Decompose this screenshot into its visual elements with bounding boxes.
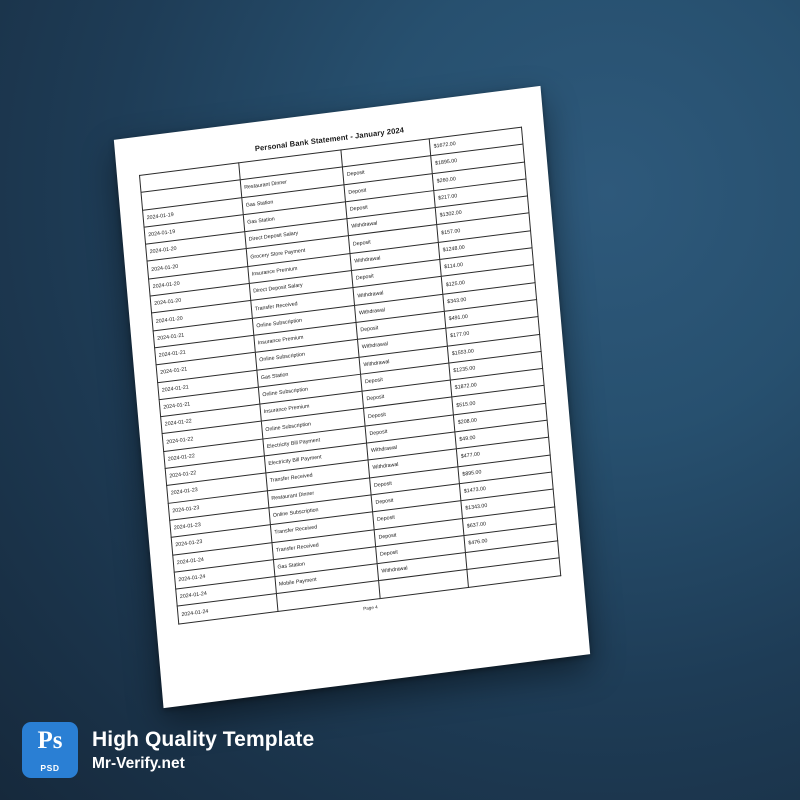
- cell-text: Withdrawal: [370, 444, 398, 455]
- cell-text: Withdrawal: [363, 358, 390, 369]
- cell-text: Deposit: [369, 428, 388, 437]
- cell-text: Deposit: [355, 273, 375, 282]
- transactions-table: [139, 127, 561, 625]
- cell-text: $208.00: [457, 417, 478, 426]
- cell-text: 2024-01-24: [178, 573, 206, 584]
- cell-text: Deposit: [378, 532, 397, 541]
- cell-text: $1248.00: [442, 244, 465, 254]
- cell-text: 2024-01-21: [158, 349, 186, 359]
- cell-text: Electricity Bill Payment: [266, 437, 321, 450]
- cell-text: Transfer Received: [254, 300, 298, 312]
- cell-text: [471, 567, 556, 578]
- cell-text: 2024-01-22: [169, 470, 197, 480]
- cell-text: $1473.00: [463, 486, 487, 495]
- transactions-table-body: [140, 127, 561, 624]
- cell-text: $125.00: [445, 279, 466, 288]
- cell-text: $1672.00: [433, 141, 456, 150]
- cell-text: Withdrawal: [357, 289, 384, 300]
- cell-text: $895.00: [462, 469, 482, 478]
- cell-text: Withdrawal: [381, 565, 408, 575]
- cell-text: Withdrawal: [351, 220, 378, 231]
- cell-text: Deposit: [366, 394, 385, 403]
- template-badge: [22, 722, 314, 778]
- cell-text: Deposit: [379, 549, 399, 558]
- cell-text: Deposit: [346, 170, 365, 179]
- cell-text: Deposit: [367, 411, 387, 420]
- cell-text: 2024-01-21: [160, 366, 188, 377]
- cell-text: 2024-01-24: [181, 608, 209, 618]
- cell-text: Withdrawal: [361, 341, 389, 351]
- cell-text: 2024-01-21: [157, 332, 185, 342]
- cell-text: Restaurant Dinner: [271, 490, 315, 502]
- cell-text: Gas Station: [245, 199, 274, 209]
- cell-text: $1343.00: [465, 503, 488, 513]
- cell-text: [383, 579, 464, 589]
- cell-text: Mobile Payment: [278, 577, 317, 588]
- cell-text: Deposit: [360, 325, 379, 334]
- cell-text: 2024-01-23: [170, 487, 199, 497]
- cell-text: $1553.00: [451, 348, 475, 357]
- photoshop-icon: [22, 722, 78, 778]
- cell-text: $177.00: [450, 331, 470, 340]
- cell-text: Deposit: [375, 497, 394, 506]
- cell-text: Online Subscription: [256, 317, 303, 330]
- badge-subtitle: Mr-Verify.net: [92, 754, 185, 772]
- cell-text: 2024-01-21: [163, 401, 191, 411]
- cell-text: $114.00: [444, 262, 464, 271]
- cell-text: $1302.00: [439, 210, 462, 219]
- cell-text: $1235.00: [453, 365, 476, 375]
- cell-text: Direct Deposit Salary: [248, 230, 299, 244]
- cell-text: Deposit: [352, 239, 372, 248]
- document-preview: [114, 86, 590, 708]
- cell-text: 2024-01-21: [161, 384, 190, 394]
- cell-text: 2024-01-24: [176, 556, 205, 566]
- cell-text: $477.00: [460, 451, 481, 461]
- cell-text: Transfer Received: [274, 524, 318, 537]
- page-number: Page 4: [362, 604, 378, 611]
- cell-text: Online Subscription: [259, 351, 306, 364]
- statement-page: [114, 86, 590, 708]
- cell-text: 2024-01-20: [149, 246, 177, 256]
- cell-text: Insurance Premium: [257, 334, 304, 347]
- cell-text: Transfer Received: [275, 542, 319, 554]
- cell-text: $1872.00: [454, 382, 478, 392]
- cell-text: $217.00: [438, 193, 458, 202]
- badge-title: High Quality Template: [92, 728, 315, 752]
- cell-text: Deposit: [349, 204, 369, 213]
- cell-text: 2024-01-20: [154, 297, 182, 308]
- cell-text: 2024-01-22: [167, 453, 196, 463]
- cell-text: 2024-01-22: [164, 418, 193, 428]
- cell-text: Restaurant Dinner: [244, 179, 288, 192]
- cell-text: 2024-01-20: [151, 263, 179, 273]
- page-title: Personal Bank Statement - January 2024: [254, 125, 405, 154]
- cell-text: $1895.00: [434, 158, 458, 168]
- cell-text: 2024-01-19: [148, 228, 176, 239]
- cell-text: Online Subscription: [265, 420, 312, 433]
- cell-text: Deposit: [348, 187, 367, 196]
- cell-text: $260.00: [436, 176, 457, 185]
- cell-text: Withdrawal: [358, 307, 386, 317]
- cell-text: Online Subscription: [262, 386, 309, 399]
- cell-text: $49.00: [459, 435, 476, 444]
- cell-text: Gas Station: [247, 216, 276, 226]
- cell-text: 2024-01-23: [175, 539, 203, 549]
- cell-text: Insurance Premium: [263, 403, 310, 416]
- cell-text: 2024-01-22: [166, 435, 194, 446]
- cell-text: Gas Station: [277, 561, 306, 571]
- cell-text: Insurance Premium: [251, 265, 298, 278]
- cell-text: $491.00: [448, 313, 469, 323]
- cell-text: 2024-01-24: [179, 591, 208, 601]
- cell-text: 2024-01-19: [146, 211, 174, 222]
- cell-text: 2024-01-20: [152, 280, 180, 291]
- cell-text: 2024-01-20: [155, 315, 183, 325]
- cell-text: $476.00: [468, 538, 488, 547]
- psd-label: PSD: [40, 763, 60, 773]
- cell-text: Deposit: [376, 514, 396, 524]
- cell-text: Electricity Bill Payment: [268, 454, 322, 468]
- cell-text: Deposit: [373, 480, 393, 489]
- cell-text: [345, 148, 426, 158]
- cell-text: Gas Station: [260, 371, 289, 381]
- cell-text: Direct Deposit Salary: [253, 282, 303, 295]
- cell-text: Transfer Received: [269, 473, 313, 485]
- cell-text: Withdrawal: [372, 462, 399, 472]
- photoshop-icon-label: Ps: [37, 727, 63, 754]
- cell-text: [281, 590, 377, 602]
- badge-text: [92, 728, 314, 771]
- cell-text: [470, 550, 555, 561]
- cell-text: Grocery Store Payment: [250, 247, 306, 261]
- cell-text: 2024-01-23: [172, 504, 200, 515]
- cell-text: Online Subscription: [272, 507, 319, 519]
- cell-text: $637.00: [466, 520, 487, 530]
- cell-text: 2024-01-23: [173, 522, 202, 532]
- cell-text: $157.00: [441, 227, 461, 237]
- cell-text: Withdrawal: [354, 255, 381, 265]
- cell-text: $515.00: [456, 400, 476, 409]
- cell-text: Deposit: [364, 377, 384, 386]
- cell-text: $343.00: [447, 296, 467, 306]
